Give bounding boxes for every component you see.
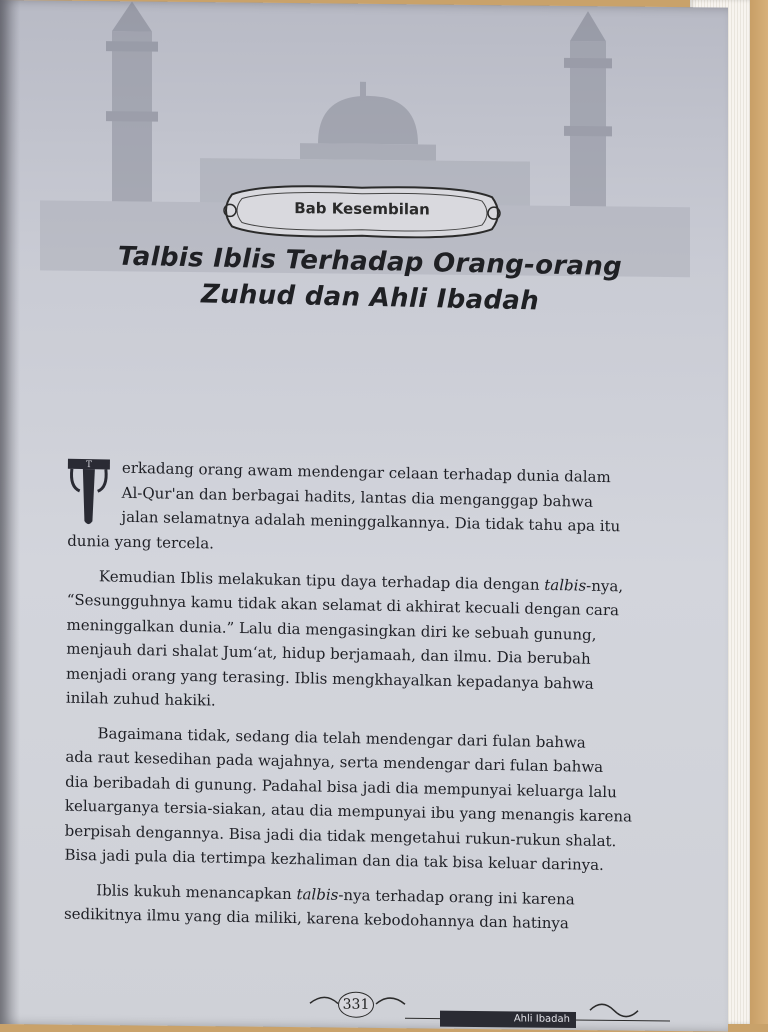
running-head: Ahli Ibadah <box>440 1011 576 1028</box>
page-footer <box>250 985 710 1026</box>
talbis-italic: talbis <box>544 575 587 595</box>
paragraph-line: ada raut kesedihan pada wajahnya, serta mendengar dari fulan bahwa <box>65 747 604 776</box>
paragraph-line: sedikitnya ilmu yang dia miliki, karena kebodohannya dan hatinya <box>63 904 569 933</box>
paragraph-line: “Sesungguhnya kamu tidak akan selamat di akhirat kecuali dengan cara <box>66 590 620 620</box>
paragraph-line: dia beribadah di gunung. Padahal bisa jadi dia mempunyai keluarga lalu <box>65 772 617 801</box>
paragraph-line: erkadang orang awam mendengar celaan terhadap dunia dalam <box>121 458 611 487</box>
dropcap-letter: T <box>85 460 92 471</box>
dropcap-t-ornament <box>65 457 112 530</box>
paragraph-line: Al-Qur'an dan berbagai hadits, lantas dia menganggap bahwa <box>121 483 594 511</box>
paragraph-1 <box>67 455 643 565</box>
paragraph-4 <box>64 877 639 937</box>
paragraph-line: dunia yang tercela. <box>67 531 215 553</box>
title-talbis: Talbis <box>117 241 204 274</box>
paragraph-line: menjauh dari shalat Jum‘at, hidup berjamaah, dan ilmu. Dia berubah <box>66 639 591 668</box>
paragraph-2 <box>66 563 642 721</box>
talbis-suffix: -nya, <box>586 576 624 595</box>
paragraph-line: berpisah dengannya. Bisa jadi dia tidak mengetahui rukun-rukun shalat. <box>64 821 617 850</box>
paragraph-line: Bisa jadi pula dia tertimpa kezhaliman dan dia tak bisa keluar darinya. <box>64 845 604 875</box>
chapter-ribbon <box>222 180 502 243</box>
page-number: 331 <box>338 992 374 1018</box>
paragraph-line: meninggalkan dunia.” Lalu dia mengasingkan diri ke sebuah gunung, <box>66 615 597 644</box>
paragraph-line: keluarganya tersia-siakan, atau dia mempunyai ibu yang menangis karena <box>64 796 633 826</box>
paragraph-line-text: Kemudian Iblis melakukan tipu daya terhadap dia dengan <box>98 566 545 594</box>
title-line-2: Zuhud dan Ahli Ibadah <box>200 279 540 317</box>
chapter-label: Bab Kesembilan <box>294 199 430 219</box>
paragraph-line: jalan selamatnya adalah meninggalkannya. Dia tidak tahu apa itu <box>121 507 621 536</box>
talbis-suffix: -nya terhadap orang ini karena <box>338 885 575 908</box>
talbis-italic: talbis <box>296 884 339 904</box>
title-line-1-rest: Iblis Terhadap Orang-orang <box>203 243 623 283</box>
paragraph-line: Bagaimana tidak, sedang dia telah mendengar dari fulan bahwa <box>97 723 586 752</box>
chapter-title <box>70 241 670 319</box>
paragraph-line: inilah zuhud hakiki. <box>65 688 216 710</box>
paragraph-line: menjadi orang yang terasing. Iblis mengkhayalkan kepadanya bahwa <box>66 664 594 693</box>
body-text <box>64 455 643 947</box>
paragraph-3 <box>64 720 640 878</box>
paragraph-line-text: Iblis kukuh menancapkan <box>96 880 297 903</box>
